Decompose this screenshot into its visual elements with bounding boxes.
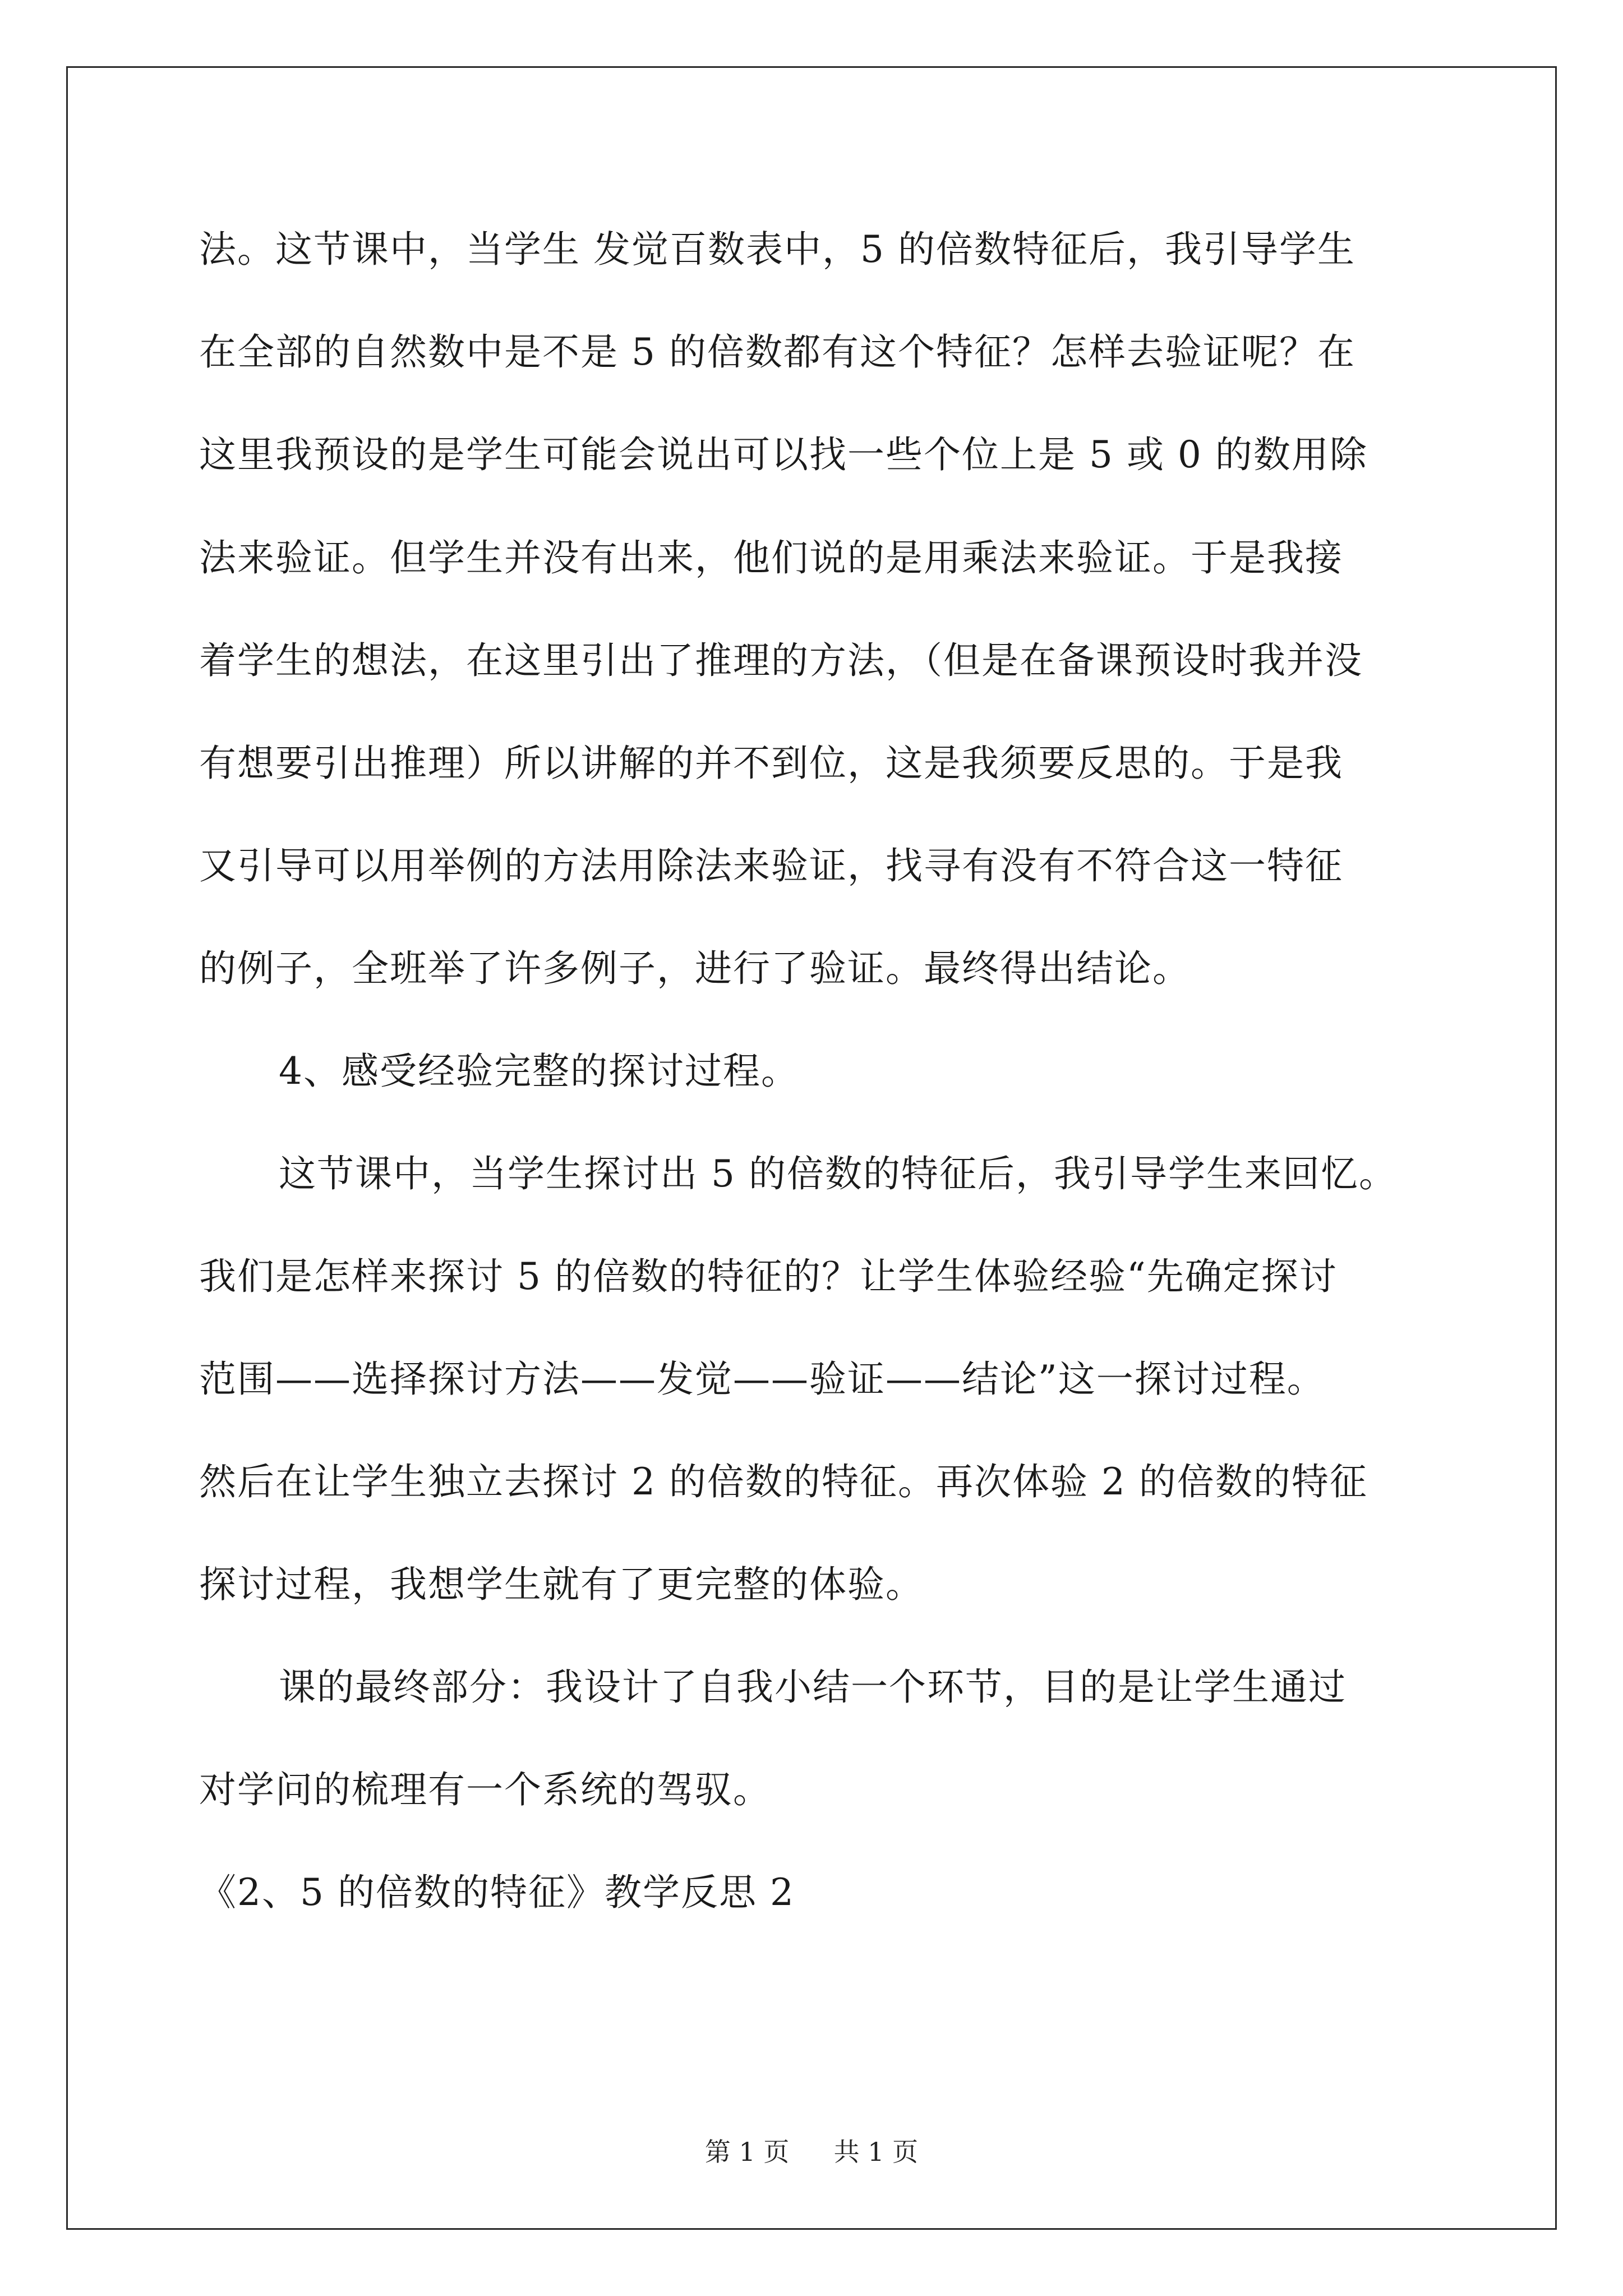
page-footer bbox=[0, 2132, 1623, 2169]
text-line-8: 的例子，全班举了许多例子，进行了验证。最终得出结论。 bbox=[199, 947, 1191, 990]
text-line-14: 探讨过程，我想学生就有了更完整的体验。 bbox=[199, 1563, 924, 1606]
text-line-5: 着学生的想法，在这里引出了推理的方法，（但是在备课预设时我并没 bbox=[199, 639, 1363, 682]
text-line-11: 我们是怎样来探讨 5 的倍数的特征的？让学生体验经验“先确定探讨 bbox=[199, 1255, 1338, 1298]
text-line-3: 这里我预设的是学生可能会说出可以找一些个位上是 5 或 0 的数用除 bbox=[199, 433, 1368, 476]
section-heading: 4、感受经验完整的探讨过程。 bbox=[279, 1050, 799, 1093]
page-number: 第 1 页 bbox=[704, 2137, 790, 2167]
text-line-13: 然后在让学生独立去探讨 2 的倍数的特征。再次体验 2 的倍数的特征 bbox=[199, 1460, 1368, 1503]
text-line-16: 对学问的梳理有一个系统的驾驭。 bbox=[199, 1768, 771, 1811]
text-line-15: 课的最终部分：我设计了自我小结一个环节，目的是让学生通过 bbox=[279, 1665, 1347, 1709]
text-line-12: 范围——选择探讨方法——发觉——验证——结论”这一探讨过程。 bbox=[199, 1358, 1325, 1401]
document-subtitle: 《2、5 的倍数的特征》教学反思 2 bbox=[199, 1871, 795, 1914]
text-line-7: 又引导可以用举例的方法用除法来验证，找寻有没有不符合这一特征 bbox=[199, 844, 1343, 887]
total-pages: 共 1 页 bbox=[833, 2137, 919, 2167]
text-line-4: 法来验证。但学生并没有出来，他们说的是用乘法来验证。于是我接 bbox=[199, 536, 1343, 579]
text-line-6: 有想要引出推理）所以讲解的并不到位，这是我须要反思的。于是我 bbox=[199, 742, 1343, 785]
text-line-10: 这节课中，当学生探讨出 5 的倍数的特征后，我引导学生来回忆。 bbox=[279, 1152, 1397, 1195]
text-line-1: 法。这节课中，当学生 发觉百数表中，5 的倍数特征后，我引导学生 bbox=[199, 228, 1355, 271]
text-line-2: 在全部的自然数中是不是 5 的倍数都有这个特征？怎样去验证呢？在 bbox=[199, 330, 1355, 374]
